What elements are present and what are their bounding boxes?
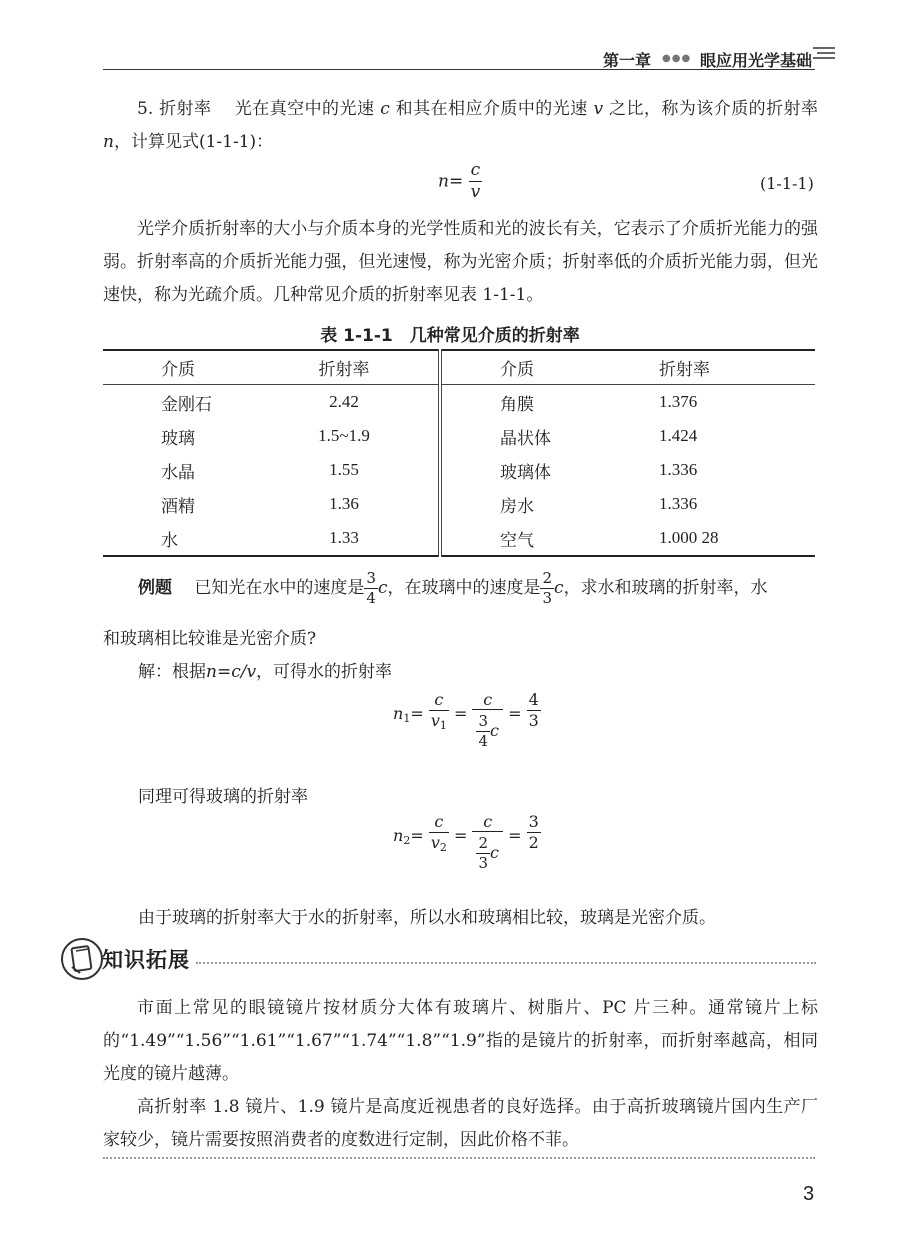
cell-index: 1.33 [250,521,440,556]
result-numerator: 3 [528,812,539,831]
cell-medium: 酒精 [161,496,195,517]
cell-index: 1.36 [329,494,359,513]
table-row [103,453,815,487]
knowledge-paragraph: 高折射率 1.8 镜片、1.9 镜片是高度近视患者的良好选择。由于高折玻璃镜片国内生产厂家较少，镜片需要按照消费者的度数进行定制，因此价格不菲。 [103,1097,818,1150]
table-row [103,385,815,420]
var-n: n [393,826,404,845]
cell-index: 1.336 [659,494,698,513]
col-header-index: 折射率 [250,350,440,385]
running-header [0,0,900,72]
result-denominator: 3 [528,711,539,730]
inner-numerator: 2 [478,834,488,852]
example-label: 例题 [138,578,172,597]
intro-text: ，计算见式(1-1-1)： [113,132,274,152]
fraction-denominator: 4 [366,589,376,607]
cell-medium: 玻璃体 [440,453,589,487]
conclusion-text: 由于玻璃的折射率大于水的折射率，所以水和玻璃相比较，玻璃是光密介质。 [138,908,716,928]
cell-medium: 水晶 [161,462,195,483]
example-text: ，在玻璃中的速度是 [387,578,541,598]
chapter-label: 第一章 [603,51,652,70]
header-dots-icon: ●●● [662,53,692,64]
fraction-numerator: 2 [542,569,553,588]
cell-medium: 水 [103,521,250,556]
section-end-dotted-rule [103,1157,815,1159]
example-problem [138,568,818,608]
var-c: c [490,842,499,862]
table-header-row [103,350,815,385]
inner-numerator: 3 [478,712,488,730]
fraction-numerator: c [483,690,493,709]
col-header-medium: 介质 [103,350,250,385]
formula-numerator: c [470,160,481,180]
cell-index: 2.42 [329,392,359,411]
page-number: 3 [803,1183,815,1205]
inner-denominator: 4 [478,731,488,750]
section-title: 5. 折射率 [137,99,212,119]
subscript: 2 [403,834,411,847]
table-row [103,419,815,453]
same-logic-text: 同理可得玻璃的折射率 [138,787,308,807]
cell-index: 1.376 [659,392,698,411]
paragraph-text: 光学介质折射率的大小与介质本身的光学性质和光的波长有关，它表示了介质折光能力的强弱。折射率高的介质折光能力强，但光速慢，称为光密介质；折射率低的介质折光能力弱，但光速快，称为光疏介质。几种常见介质的折射率见表 1-1-1。 [103,219,818,305]
intro-text: 和其在相应介质中的光速 [395,99,588,119]
refractive-index-table [103,349,815,557]
fraction-numerator: c [434,812,444,831]
intro-text: 光在真空中的光速 [234,99,375,119]
cell-index: 1.55 [329,460,359,479]
fraction-numerator: c [483,812,493,831]
refraction-paragraph [103,213,818,312]
var-c: c [554,578,564,598]
notebook-icon [60,937,104,981]
fraction-denominator: 3 [542,589,553,607]
solution-formula: n=c/v [206,662,257,682]
cell-medium: 角膜 [440,385,589,420]
var-n: n [103,132,114,152]
col-header-index: 折射率 [589,350,815,385]
section-refraction-intro [103,93,818,159]
inner-denominator: 3 [478,853,488,872]
example-line2: 和玻璃相比较谁是光密介质? [103,629,317,649]
knowledge-paragraphs [103,992,818,1157]
fraction-numerator: 3 [366,569,376,588]
solution-intro [138,657,392,682]
subscript: 1 [403,712,411,725]
header-rule [103,69,815,70]
table-row [103,487,815,521]
var-v: v [593,99,604,119]
cell-index: 1.336 [659,460,698,479]
var-c: c [380,99,390,119]
cell-medium: 金刚石 [161,394,212,415]
equation-water: $n_1=$ $\frac{c}{v_1}$ = c $\frac{3}{4}$ c = $\frac{4}{3}$ [393,690,539,750]
knowledge-banner-title: 知识拓展 [102,948,190,972]
header-bars-icon [813,47,835,62]
table-caption: 表 1-1-1 几种常见介质的折射率 [320,326,580,346]
col-header-medium: 介质 [440,350,589,385]
cell-medium: 晶状体 [440,419,589,453]
result-denominator: 2 [528,833,539,852]
cell-index: 1.5~1.9 [318,426,370,445]
formula-denominator: v [470,182,481,203]
example-text: 已知光在水中的速度是 [194,578,365,598]
fraction-numerator: c [434,690,444,709]
var-v: v [430,833,440,852]
subscript: 1 [439,719,447,732]
table-row [103,521,815,556]
equation-glass: $n_2=$ $\frac{c}{v_2}$ = c $\frac{2}{3}$ c = $\frac{3}{2}$ [393,812,539,872]
cell-index: 1.000 28 [589,521,815,556]
header-section-title: 眼应用光学基础 [700,51,813,70]
formula-1-1-1 [438,160,482,204]
example-text: ，求水和玻璃的折射率，水 [563,578,768,598]
cell-medium: 空气 [440,521,589,556]
cell-index: 1.424 [659,426,698,445]
formula-number: (1-1-1) [760,174,814,193]
var-c: c [490,720,499,740]
intro-text: 射率 [783,99,819,119]
var-c: c [377,578,388,598]
var-n: n [393,704,404,723]
solution-text: 解：根据 [138,662,206,682]
cell-medium: 房水 [440,487,589,521]
subscript: 2 [439,841,447,854]
knowledge-paragraph: 市面上常见的眼镜镜片按材质分大体有玻璃片、树脂片、PC 片三种。通常镜片上标的“1.49”“1.56”“1.61”“1.67”“1.74”“1.8”“1.9”指的是镜片的折射率，而折射率越高，相同光度的镜片越薄。 [103,998,818,1084]
cell-medium: 玻璃 [161,428,195,449]
formula-lhs: n= [438,171,464,192]
banner-dotted-rule [196,962,816,964]
solution-text: ，可得水的折射率 [256,662,393,682]
var-v: v [430,711,440,730]
intro-text: 之比，称为该介质的折 [609,99,784,119]
result-numerator: 4 [528,690,539,709]
